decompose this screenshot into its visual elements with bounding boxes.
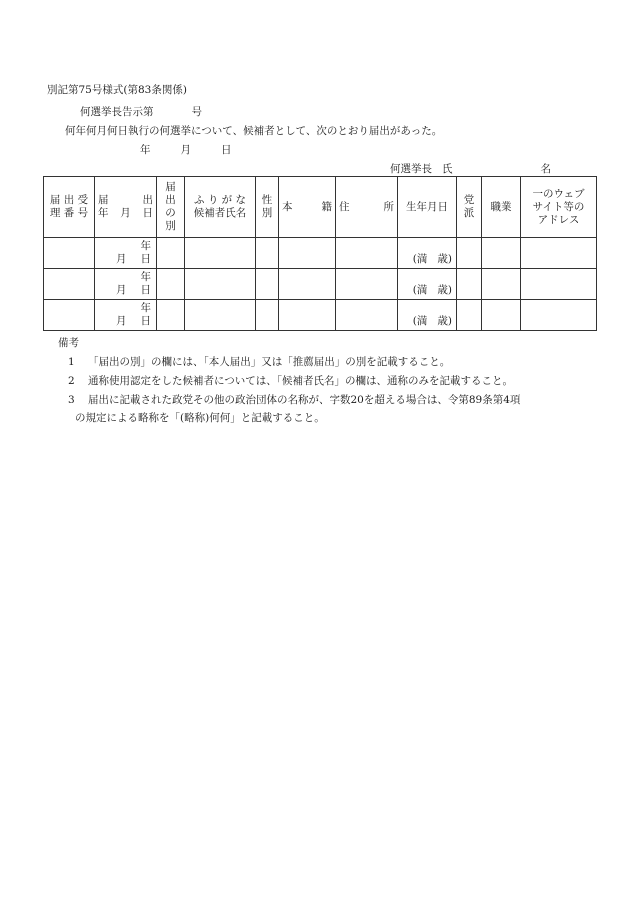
occupation-cell[interactable] [482, 269, 521, 300]
candidate-name-cell[interactable] [185, 238, 256, 269]
birth-date-cell[interactable] [398, 300, 457, 331]
domicile-cell[interactable] [279, 300, 336, 331]
header-party-1: 党 [463, 194, 475, 206]
address-cell[interactable] [336, 300, 398, 331]
header-receipt-number [44, 177, 95, 238]
row-age: (満 歳) [412, 284, 452, 296]
header-address-2: 所 [383, 200, 394, 213]
header-party-2: 派 [463, 207, 475, 219]
receipt-number-cell[interactable] [44, 238, 95, 269]
note-item [68, 393, 520, 407]
row-age: (満 歳) [412, 253, 452, 265]
header-domicile-2: 籍 [321, 200, 332, 213]
candidate-name-cell[interactable] [185, 269, 256, 300]
header-sex-2: 別 [261, 207, 273, 219]
filing-type-cell[interactable] [157, 300, 185, 331]
notice-prefix: 何選挙長告示第 [80, 106, 154, 118]
notes-title: 備考 [58, 337, 79, 349]
address-cell[interactable] [336, 238, 398, 269]
filing-date-cell[interactable] [95, 300, 157, 331]
notice-number-line [80, 105, 202, 119]
row-year-label: 年 [140, 271, 151, 283]
table-row [44, 300, 597, 331]
filing-date-cell[interactable] [95, 238, 157, 269]
birth-date-cell[interactable] [398, 269, 457, 300]
website-cell[interactable] [521, 269, 597, 300]
header-filing-type-4: 別 [165, 220, 176, 232]
address-cell[interactable] [336, 269, 398, 300]
officer-family-name: 氏 [442, 163, 453, 175]
header-candidate-name [185, 177, 256, 238]
row-year-label: 年 [140, 240, 151, 252]
table-row [44, 269, 597, 300]
note-text: 通称使用認定をした候補者については、「候補者氏名」の欄は、通称のみを記載すること。 [88, 375, 514, 387]
header-domicile-1: 本 [282, 200, 293, 213]
candidate-filing-table [43, 176, 597, 331]
website-cell[interactable] [521, 300, 597, 331]
date-month: 月 [180, 144, 191, 156]
header-occupation: 職業 [482, 177, 521, 238]
header-party [457, 177, 482, 238]
filing-type-cell[interactable] [157, 238, 185, 269]
header-filing-type-1: 届 [165, 181, 176, 193]
note-text: 届出に記載された政党その他の政治団体の名称が、字数20を超える場合は、令第89条第4項 [88, 394, 521, 406]
table-header-row [44, 177, 597, 238]
election-officer-line [390, 162, 551, 176]
row-month-day: 月 日 [116, 284, 151, 296]
header-filing-date [95, 177, 157, 238]
form-label: 別記第75号様式(第83条関係) [47, 84, 187, 96]
note-text-continuation: の規定による略称を「(略称)何何」と記載すること。 [75, 412, 325, 424]
header-filing-date-left: 届 [98, 194, 109, 206]
header-website-2: サイト等の [532, 200, 585, 213]
header-birth-date: 生年月日 [398, 177, 457, 238]
header-website-3: アドレス [537, 213, 580, 226]
notice-date [140, 143, 232, 157]
party-cell[interactable] [457, 269, 482, 300]
table-row [44, 238, 597, 269]
header-filing-date-right: 出 [142, 194, 153, 206]
header-furigana: ふ り が な [193, 194, 246, 206]
party-cell[interactable] [457, 238, 482, 269]
domicile-cell[interactable] [279, 238, 336, 269]
occupation-cell[interactable] [482, 300, 521, 331]
header-filing-day: 日 [142, 207, 153, 219]
header-address-1: 住 [339, 200, 350, 213]
notice-suffix: 号 [191, 106, 202, 118]
header-filing-type-2: 出 [165, 194, 176, 206]
note-text: 「届出の別」の欄には、「本人届出」又は「推薦届出」の別を記載すること。 [88, 356, 451, 368]
note-item [68, 355, 450, 369]
occupation-cell[interactable] [482, 238, 521, 269]
header-domicile [279, 177, 336, 238]
row-month-day: 月 日 [116, 315, 151, 327]
note-number: 3 [68, 394, 75, 406]
header-filing-year: 年 [98, 207, 109, 219]
header-sex [256, 177, 279, 238]
birth-date-cell[interactable] [398, 238, 457, 269]
header-website-1: 一のウェブ [532, 187, 585, 200]
date-day: 日 [221, 144, 232, 156]
note-number: 2 [68, 375, 75, 387]
header-receipt-line-2: 理 番 号 [49, 207, 89, 219]
domicile-cell[interactable] [279, 269, 336, 300]
sex-cell[interactable] [256, 269, 279, 300]
sex-cell[interactable] [256, 300, 279, 331]
candidate-name-cell[interactable] [185, 300, 256, 331]
officer-given-name: 名 [540, 163, 551, 175]
header-candidate-name-label: 候補者氏名 [193, 207, 247, 219]
header-filing-type [157, 177, 185, 238]
party-cell[interactable] [457, 300, 482, 331]
header-sex-1: 性 [261, 194, 273, 206]
filing-date-cell[interactable] [95, 269, 157, 300]
header-receipt-line-1: 届 出 受 [49, 194, 89, 206]
note-item [68, 374, 513, 388]
intro-text: 何年何月何日執行の何選挙について、候補者として、次のとおり届出があった。 [65, 125, 443, 137]
receipt-number-cell[interactable] [44, 300, 95, 331]
header-website [521, 177, 597, 238]
header-filing-month: 月 [120, 207, 131, 219]
row-month-day: 月 日 [116, 253, 151, 265]
header-filing-type-3: の [165, 207, 176, 219]
date-year: 年 [140, 144, 151, 156]
sex-cell[interactable] [256, 238, 279, 269]
row-year-label: 年 [140, 302, 151, 314]
note-number: 1 [68, 356, 75, 368]
header-address [336, 177, 398, 238]
website-cell[interactable] [521, 238, 597, 269]
receipt-number-cell[interactable] [44, 269, 95, 300]
filing-type-cell[interactable] [157, 269, 185, 300]
officer-title: 何選挙長 [390, 163, 432, 175]
row-age: (満 歳) [412, 315, 452, 327]
